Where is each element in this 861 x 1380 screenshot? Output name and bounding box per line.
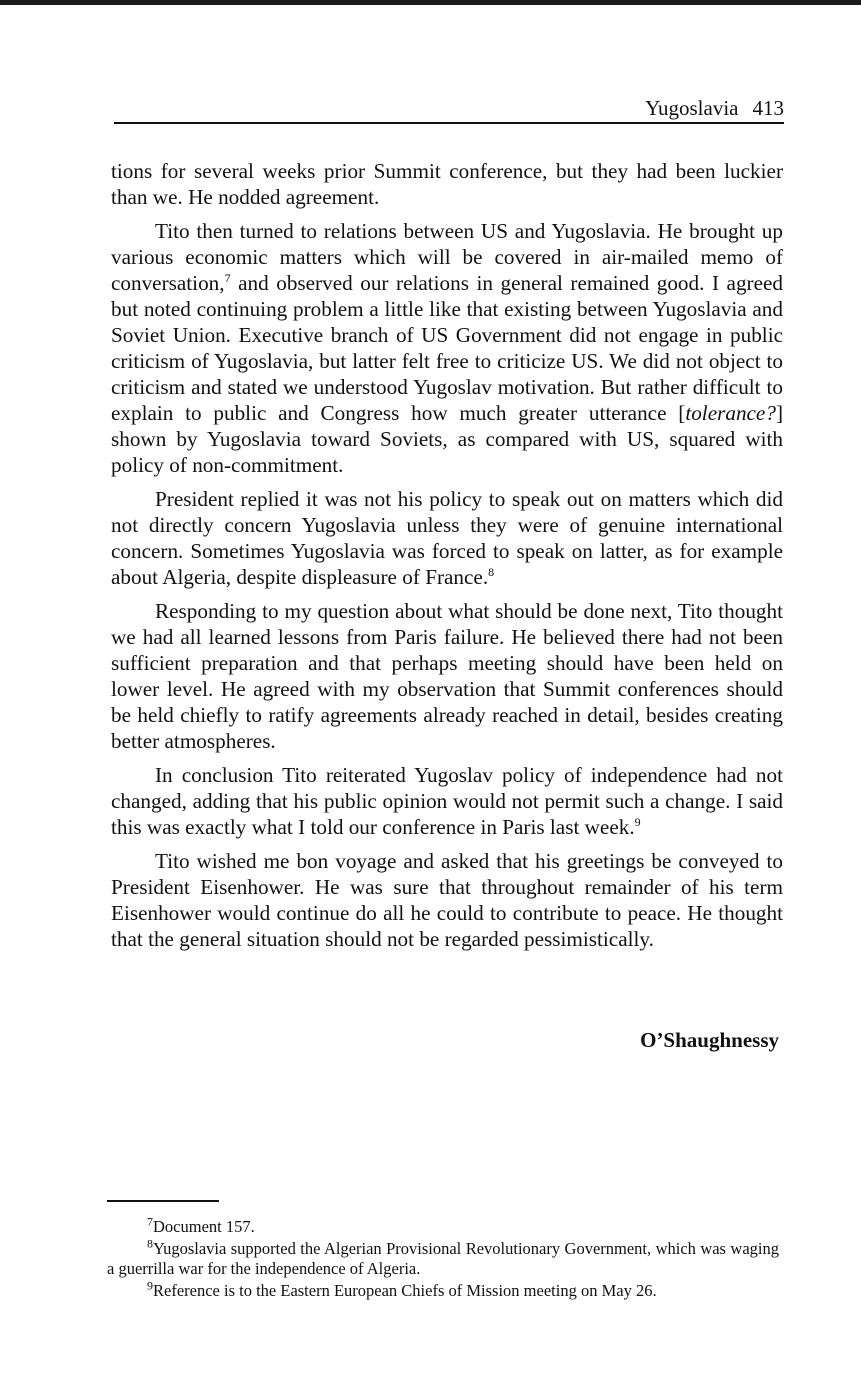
paragraph-6: Tito wished me bon voyage and asked that his greetings be conveyed to President Eisenhower. He was sure that throughout remainder of his term Eisenhower would continue do all he could to contribute to peace. He thought that the general situation should not be regarded pessimistically. [111, 849, 783, 951]
running-head [114, 94, 784, 122]
paragraph-1: tions for several weeks prior Summit conference, but they had been luckier than we. He nodded agreement. [111, 159, 783, 209]
signature: O’Shaughnessy [640, 1028, 779, 1052]
running-head-title: Yugoslavia [645, 96, 739, 120]
top-border-rule [0, 0, 861, 5]
footnote-7: $^7$Document 157. [147, 1214, 255, 1236]
paragraph-4: Responding to my question about what should be done next, Tito thought we had all learned lessons from Paris failure. He believed there had not been sufficient preparation and that perhaps meeting should have been held on lower level. He agreed with my observation that Summit conferences should be held chiefly to ratify agreements already reached in detail, besides creating better atmospheres. [111, 599, 783, 753]
footnote-8: $^8$Yugoslavia supported the Algerian Provisional Revolutionary Government, which was waging a guerrilla war for the independence of Algeria. [107, 1236, 779, 1278]
editorial-correction: tolerance? [685, 401, 776, 425]
footnote-ref-7: 7 [224, 270, 231, 285]
footnote-9: $^9$Reference is to the Eastern European Chiefs of Mission meeting on May 26. [147, 1278, 657, 1300]
footnote-ref-8: 8 [488, 564, 495, 579]
body-text [111, 158, 783, 960]
header-rule [114, 122, 784, 124]
page-number: 413 [752, 96, 784, 120]
footnotes [107, 1214, 779, 1303]
footnote-rule [107, 1200, 219, 1202]
paragraph-2: Tito then turned to relations between US and Yugoslavia. He brought up various economic matters which will be covered in air-mailed memo of conversation,$^7$ and observed our relations in general remained good. I agreed but noted continuing problem a little like that existing between Yugoslavia and Soviet Union. Executive branch of US Government did not engage in public criticism of Yugoslavia, but latter felt free to criticize US. We did not object to criticism and stated we understood Yugoslav motivation. But rather difficult to explain to public and Congress how much greater utterance [tolerance?] shown by Yugoslavia toward Soviets, as compared with US, squared with policy of non-commitment. [111, 219, 783, 477]
footnote-ref-9: 9 [634, 814, 641, 829]
paragraph-5: In conclusion Tito reiterated Yugoslav policy of independence had not changed, adding that his public opinion would not permit such a change. I said this was exactly what I told our conference in Paris last week.$^9$ [111, 763, 783, 839]
paragraph-3: President replied it was not his policy to speak out on matters which did not directly concern Yugoslavia unless they were of genuine international concern. Sometimes Yugoslavia was forced to speak on latter, as for example about Algeria, despite displeasure of France.$^8$ [111, 487, 783, 589]
